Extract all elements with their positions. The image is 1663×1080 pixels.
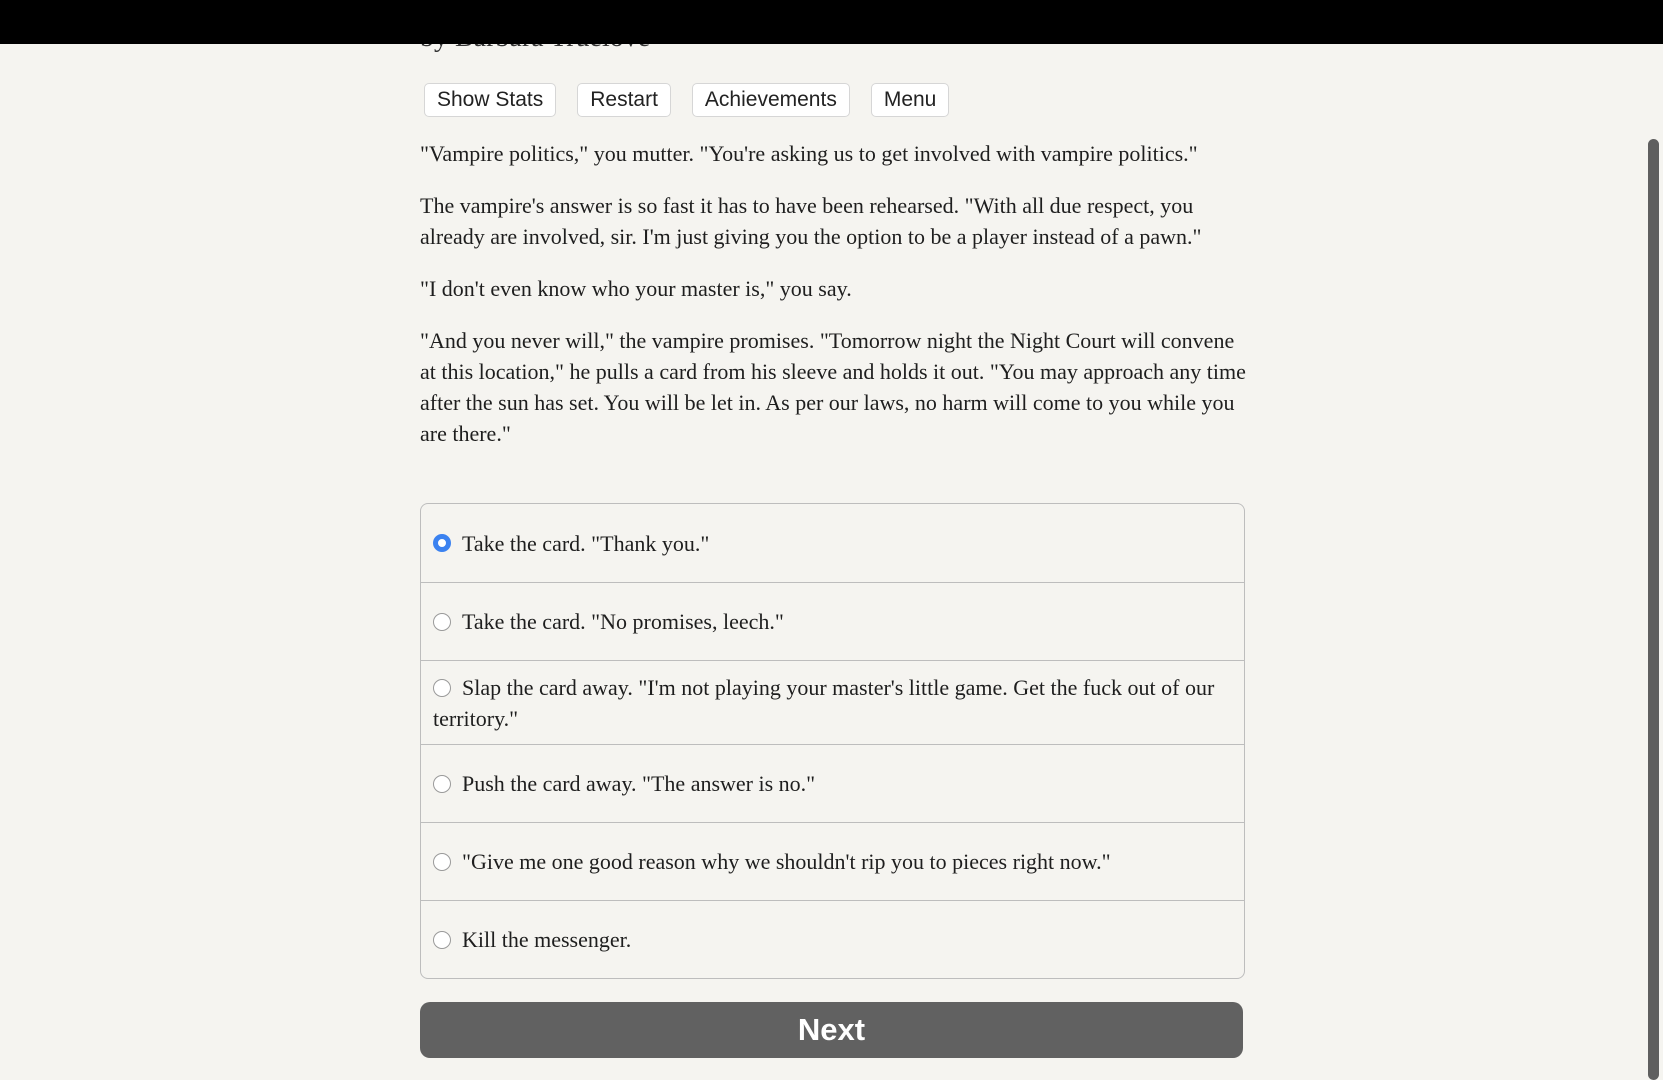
show-stats-button[interactable]: Show Stats xyxy=(424,83,556,117)
choice-option-2[interactable] xyxy=(421,582,1244,660)
choice-label: Push the card away. "The answer is no." xyxy=(462,771,816,796)
radio-button[interactable] xyxy=(433,613,451,631)
toolbar xyxy=(424,83,970,117)
choice-option-4[interactable] xyxy=(421,744,1244,822)
achievements-button[interactable]: Achievements xyxy=(692,83,850,117)
next-button[interactable]: Next xyxy=(420,1002,1243,1058)
choice-option-6[interactable] xyxy=(421,900,1244,978)
story-paragraph: "And you never will," the vampire promises. "Tomorrow night the Night Court will convene at this location," he pulls a card from his sleeve and holds it out. "You may approach any time after the sun has set. You will be let in. As per our laws, no harm will come to you while you are there." xyxy=(420,328,1246,446)
choice-option-1[interactable] xyxy=(421,504,1244,582)
choice-label: Take the card. "Thank you." xyxy=(462,530,710,556)
scrollbar-thumb[interactable] xyxy=(1648,139,1659,1080)
menu-button[interactable]: Menu xyxy=(871,83,950,117)
story-paragraph: The vampire's answer is so fast it has to have been rehearsed. "With all due respect, you already are involved, sir. I'm just giving you the option to be a player instead of a pawn." xyxy=(420,193,1202,249)
radio-button[interactable] xyxy=(433,679,451,697)
restart-button[interactable]: Restart xyxy=(577,83,671,117)
choice-list xyxy=(420,503,1245,979)
choice-label: Kill the messenger. xyxy=(462,927,632,952)
choice-label: Take the card. "No promises, leech." xyxy=(462,609,784,634)
radio-button[interactable] xyxy=(433,931,451,949)
choice-label: Slap the card away. "I'm not playing your master's little game. Get the fuck out of our territory." xyxy=(433,675,1215,731)
radio-button[interactable] xyxy=(433,775,451,793)
story-paragraph: "Vampire politics," you mutter. "You're asking us to get involved with vampire politics." xyxy=(420,141,1198,166)
story-text xyxy=(420,138,1252,470)
radio-button[interactable] xyxy=(433,853,451,871)
choice-label: "Give me one good reason why we shouldn't rip you to pieces right now." xyxy=(462,849,1111,874)
story-paragraph: "I don't even know who your master is," you say. xyxy=(420,276,852,301)
radio-button[interactable] xyxy=(433,534,451,552)
top-bar xyxy=(0,0,1663,44)
choice-option-5[interactable] xyxy=(421,822,1244,900)
choice-option-3[interactable] xyxy=(421,660,1244,744)
